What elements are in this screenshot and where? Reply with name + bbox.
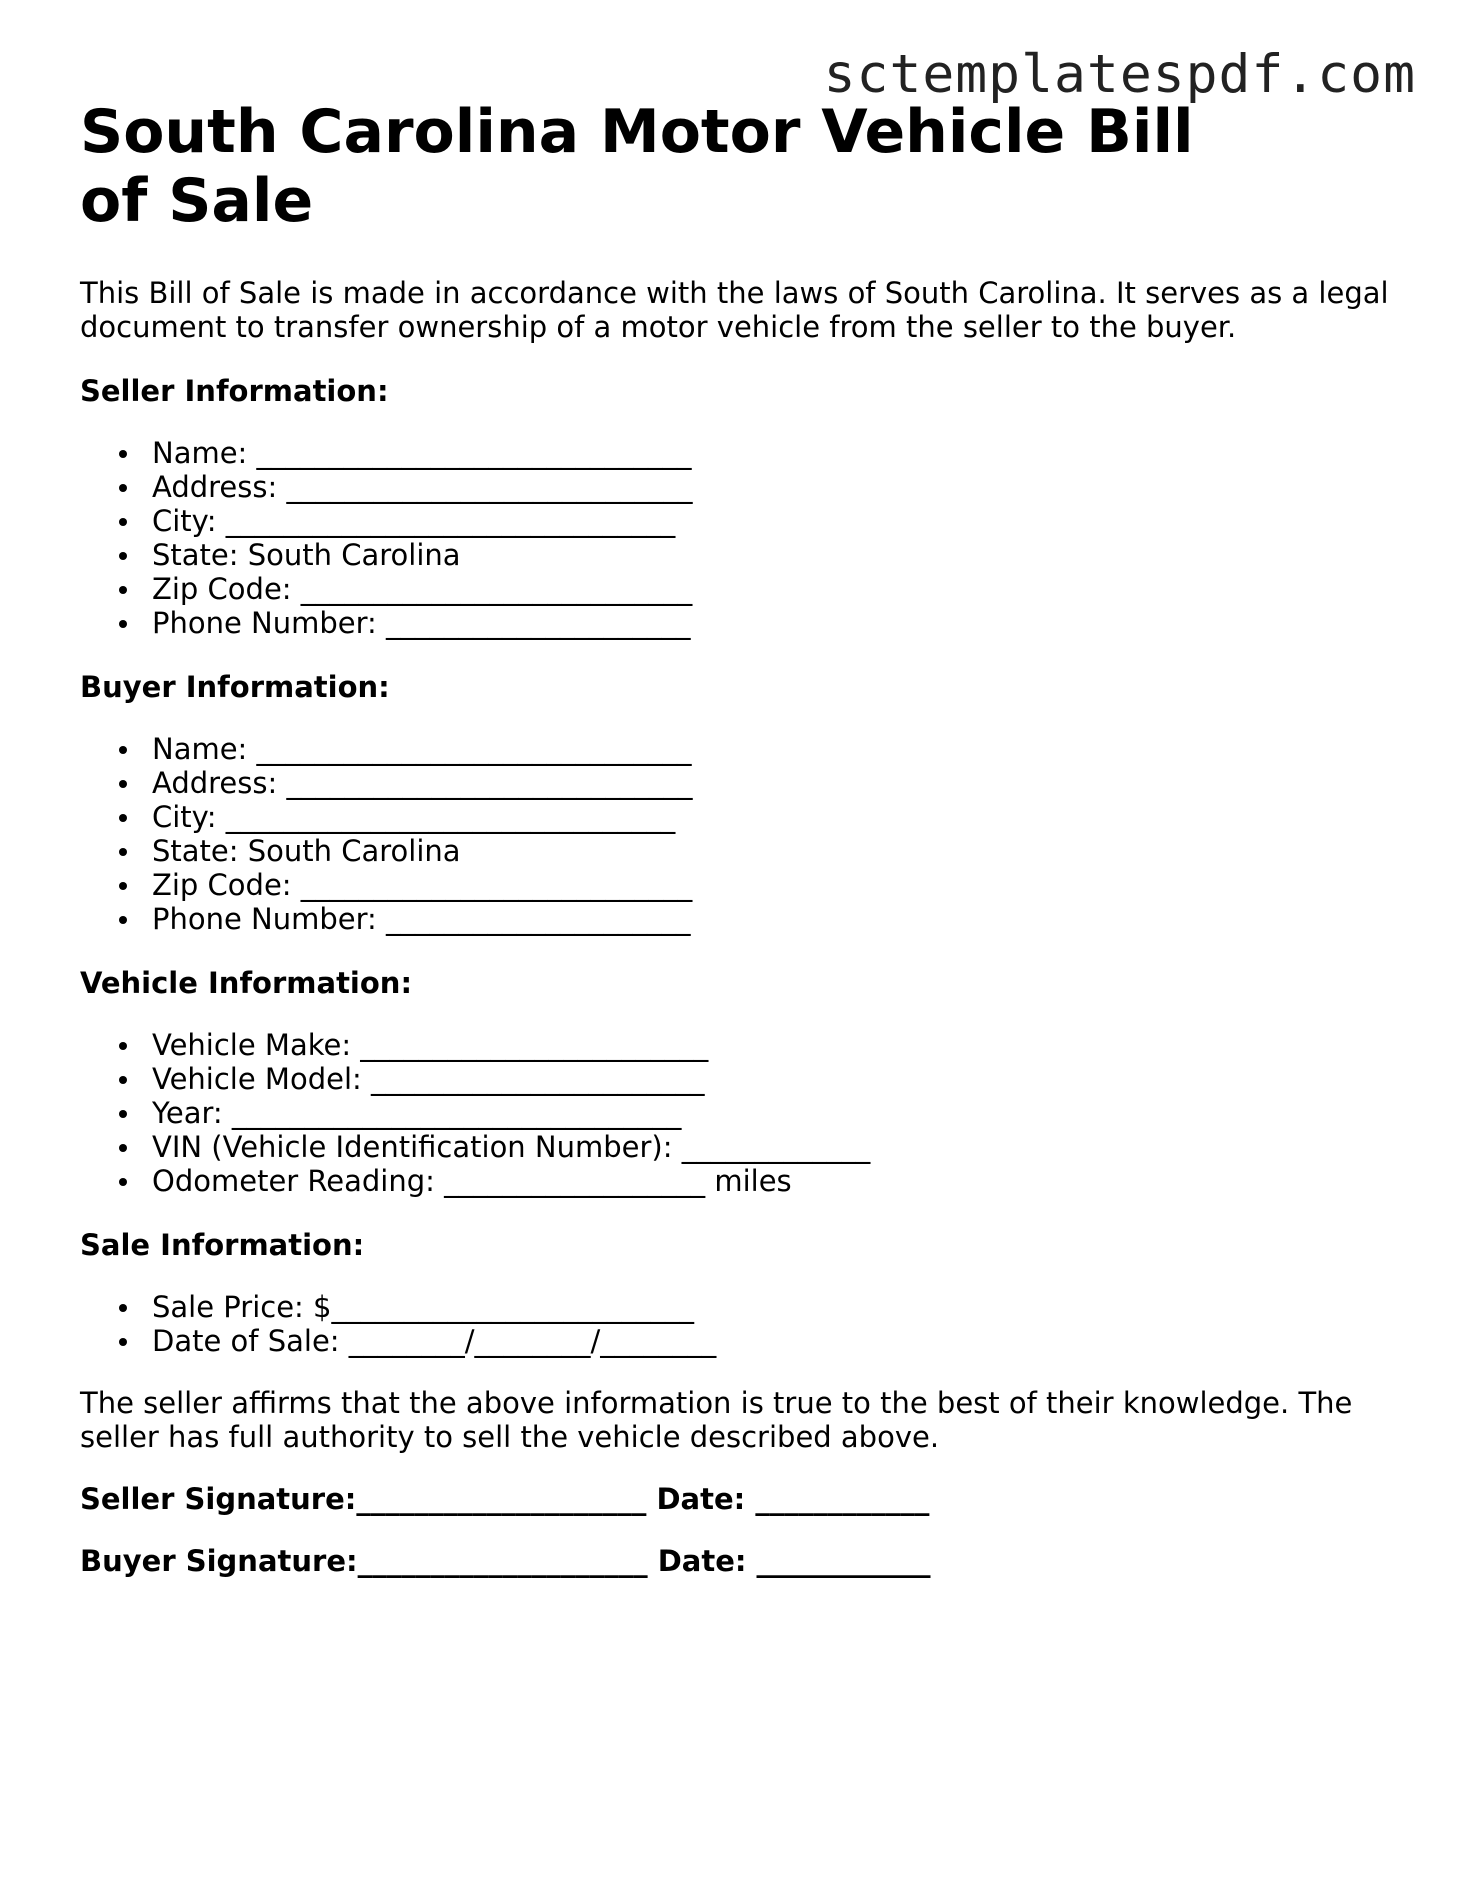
page-title: South Carolina Motor Vehicle Bill of Sale <box>80 97 1194 236</box>
seller-city-field[interactable]: City: _______________________________ <box>152 504 1400 538</box>
sale-date-field[interactable]: Date of Sale: ________/________/________ <box>152 1324 1400 1358</box>
buyer-zip-field[interactable]: Zip Code: ___________________________ <box>152 868 1400 902</box>
vehicle-model-field[interactable]: Vehicle Model: _______________________ <box>152 1062 1400 1096</box>
buyer-city-field[interactable]: City: _______________________________ <box>152 800 1400 834</box>
vehicle-heading: Vehicle Information: <box>80 966 413 1000</box>
seller-signature-line[interactable]: Seller Signature:____________________ Date: ____________ <box>80 1482 930 1516</box>
buyer-heading: Buyer Information: <box>80 670 390 704</box>
seller-list <box>80 436 1400 640</box>
seller-heading: Seller Information: <box>80 374 389 408</box>
seller-name-field[interactable]: Name: ______________________________ <box>152 436 1400 470</box>
sale-list <box>80 1290 1400 1358</box>
buyer-name-field[interactable]: Name: ______________________________ <box>152 732 1400 766</box>
affirmation-paragraph: The seller affirms that the above information is true to the best of their knowledge. The seller has full authority to sell the vehicle described above. <box>80 1386 1353 1454</box>
sale-heading: Sale Information: <box>80 1228 365 1262</box>
watermark: sctemplatespdf.com <box>823 44 1416 105</box>
vehicle-vin-field[interactable]: VIN (Vehicle Identification Number): _____________ <box>152 1130 1400 1164</box>
seller-address-field[interactable]: Address: ____________________________ <box>152 470 1400 504</box>
vehicle-year-field[interactable]: Year: _______________________________ <box>152 1096 1400 1130</box>
seller-phone-field[interactable]: Phone Number: _____________________ <box>152 606 1400 640</box>
intro-paragraph: This Bill of Sale is made in accordance with the laws of South Carolina. It serves as a legal document to transfer ownership of a motor vehicle from the seller to the buyer. <box>80 276 1389 344</box>
seller-state: State: South Carolina <box>152 538 1400 572</box>
buyer-address-field[interactable]: Address: ____________________________ <box>152 766 1400 800</box>
buyer-phone-field[interactable]: Phone Number: _____________________ <box>152 902 1400 936</box>
buyer-list <box>80 732 1400 936</box>
vehicle-make-field[interactable]: Vehicle Make: ________________________ <box>152 1028 1400 1062</box>
vehicle-list <box>80 1028 1400 1198</box>
sale-price-field[interactable]: Sale Price: $_________________________ <box>152 1290 1400 1324</box>
buyer-state: State: South Carolina <box>152 834 1400 868</box>
buyer-signature-line[interactable]: Buyer Signature:____________________ Date: ____________ <box>80 1544 931 1578</box>
seller-zip-field[interactable]: Zip Code: ___________________________ <box>152 572 1400 606</box>
document-page <box>80 98 1400 1578</box>
vehicle-odometer-field[interactable]: Odometer Reading: __________________ miles <box>152 1164 1400 1198</box>
